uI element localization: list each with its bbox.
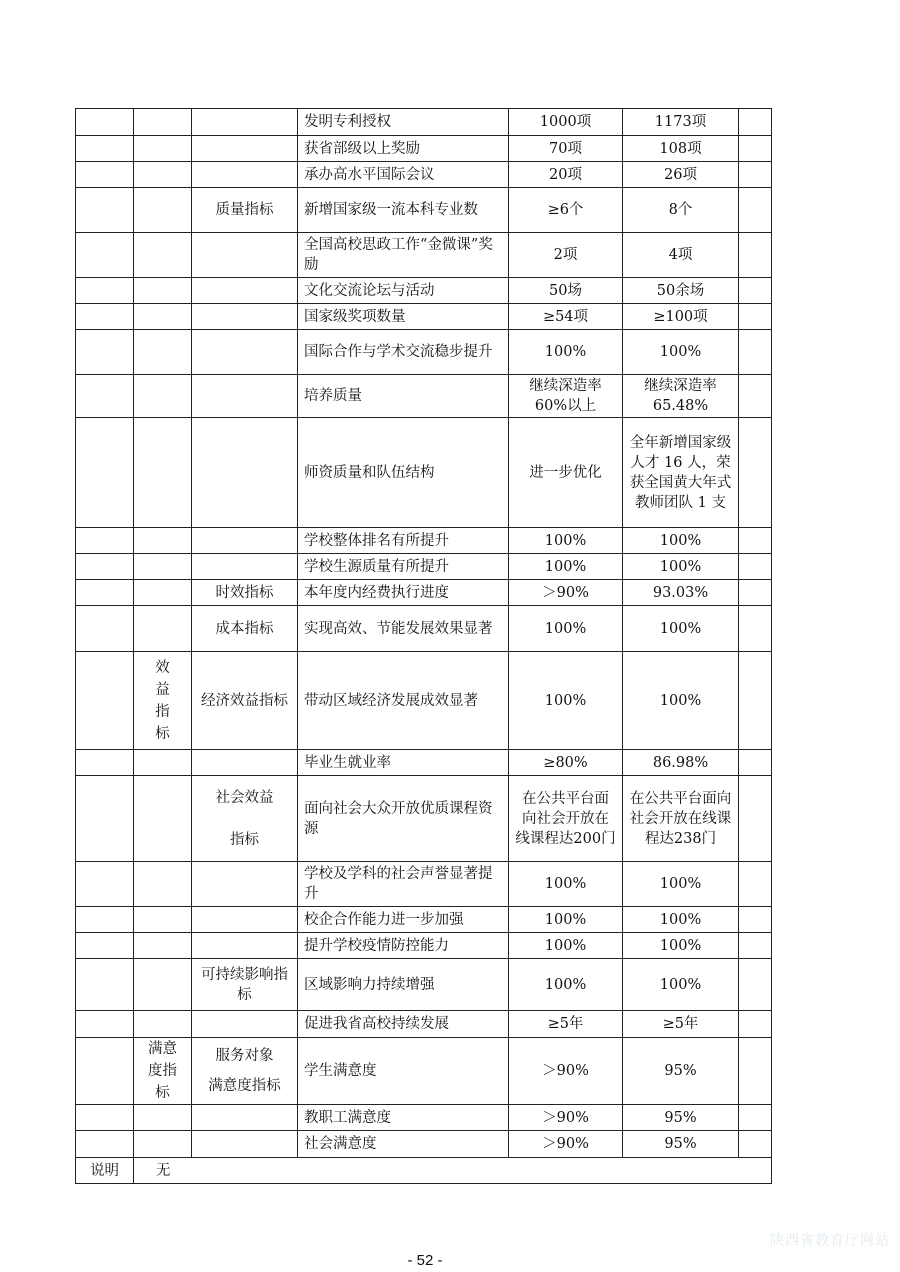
target-value: ≥80% [509, 750, 623, 776]
blank-cell [192, 375, 298, 418]
blank-cell [192, 933, 298, 959]
category-economic: 经济效益指标 [192, 652, 298, 750]
actual-value: 26项 [623, 162, 739, 188]
blank-cell [134, 528, 192, 554]
blank-cell [739, 375, 772, 418]
blank-cell [192, 162, 298, 188]
table-row [76, 188, 772, 233]
blank-cell [739, 304, 772, 330]
category-quality: 质量指标 [192, 188, 298, 233]
indicator-name: 获省部级以上奖励 [298, 136, 509, 162]
blank-cell [76, 580, 134, 606]
blank-cell [192, 330, 298, 375]
target-value: ＞90% [509, 1105, 623, 1131]
table-row [76, 776, 772, 862]
blank-cell [134, 606, 192, 652]
blank-cell [76, 188, 134, 233]
blank-cell [739, 233, 772, 278]
blank-cell [192, 907, 298, 933]
blank-cell [192, 554, 298, 580]
actual-value: 100% [623, 907, 739, 933]
blank-cell [76, 304, 134, 330]
blank-cell [76, 776, 134, 862]
table-row [76, 554, 772, 580]
blank-cell [739, 652, 772, 750]
target-value: 2项 [509, 233, 623, 278]
blank-cell [134, 959, 192, 1011]
actual-value: 93.03% [623, 580, 739, 606]
target-value: 100% [509, 652, 623, 750]
indicator-name: 师资质量和队伍结构 [298, 418, 509, 528]
blank-cell [192, 418, 298, 528]
category-line: 社会效益 [215, 789, 274, 806]
actual-value: 108项 [623, 136, 739, 162]
indicator-name: 国家级奖项数量 [298, 304, 509, 330]
indicator-name: 培养质量 [298, 375, 509, 418]
indicator-name: 促进我省高校持续发展 [298, 1011, 509, 1038]
blank-cell [76, 750, 134, 776]
blank-cell [739, 907, 772, 933]
blank-cell [76, 554, 134, 580]
indicator-name: 发明专利授权 [298, 109, 509, 136]
actual-value: 继续深造率65.48% [623, 375, 739, 418]
indicator-name: 本年度内经费执行进度 [298, 580, 509, 606]
blank-cell [76, 109, 134, 136]
category-line: 指标 [230, 831, 259, 848]
blank-cell [134, 188, 192, 233]
target-value: 1000项 [509, 109, 623, 136]
indicator-name: 学生满意度 [298, 1038, 509, 1105]
actual-value: 100% [623, 606, 739, 652]
actual-value: 在公共平台面向社会开放在线课程达238门 [623, 776, 739, 862]
indicator-name: 校企合作能力进一步加强 [298, 907, 509, 933]
table-row [76, 1038, 772, 1105]
target-value: ≥6个 [509, 188, 623, 233]
category-benefit [134, 652, 192, 750]
table-row [76, 580, 772, 606]
blank-cell [739, 606, 772, 652]
blank-cell [192, 1011, 298, 1038]
indicator-name: 毕业生就业率 [298, 750, 509, 776]
blank-cell [76, 1105, 134, 1131]
blank-cell [192, 1131, 298, 1158]
blank-cell [76, 862, 134, 907]
actual-value: 100% [623, 554, 739, 580]
category-char: 指 [155, 703, 170, 720]
indicator-name: 全国高校思政工作“金微课”奖励 [298, 233, 509, 278]
blank-cell [192, 304, 298, 330]
target-value: 100% [509, 554, 623, 580]
blank-cell [76, 606, 134, 652]
blank-cell [134, 1105, 192, 1131]
actual-value: ≥5年 [623, 1011, 739, 1038]
blank-cell [739, 959, 772, 1011]
blank-cell [192, 278, 298, 304]
table-row [76, 304, 772, 330]
actual-value: 1173项 [623, 109, 739, 136]
actual-value: 4项 [623, 233, 739, 278]
category-sustainability: 可持续影响指标 [192, 959, 298, 1011]
table-row [76, 375, 772, 418]
blank-cell [76, 528, 134, 554]
category-char: 满意 [148, 1041, 177, 1057]
blank-cell [134, 1011, 192, 1038]
target-value: 70项 [509, 136, 623, 162]
note-label: 说明 [76, 1158, 134, 1184]
actual-value: 8个 [623, 188, 739, 233]
category-char: 标 [155, 725, 170, 742]
table-row [76, 1105, 772, 1131]
blank-cell [739, 554, 772, 580]
table-row [76, 162, 772, 188]
category-cost: 成本指标 [192, 606, 298, 652]
indicator-name: 教职工满意度 [298, 1105, 509, 1131]
target-value: 100% [509, 959, 623, 1011]
target-value: 100% [509, 606, 623, 652]
blank-cell [76, 933, 134, 959]
indicator-name: 实现高效、节能发展效果显著 [298, 606, 509, 652]
table-row [76, 528, 772, 554]
indicator-name: 学校生源质量有所提升 [298, 554, 509, 580]
table-row [76, 1131, 772, 1158]
blank-cell [134, 304, 192, 330]
blank-cell [739, 162, 772, 188]
blank-cell [739, 580, 772, 606]
indicator-name: 国际合作与学术交流稳步提升 [298, 330, 509, 375]
blank-cell [76, 418, 134, 528]
table-row [76, 933, 772, 959]
blank-cell [134, 418, 192, 528]
note-row [76, 1158, 772, 1184]
indicator-name: 新增国家级一流本科专业数 [298, 188, 509, 233]
indicator-name: 学校及学科的社会声誉显著提升 [298, 862, 509, 907]
blank-cell [134, 750, 192, 776]
blank-cell [134, 776, 192, 862]
blank-cell [76, 278, 134, 304]
table-row [76, 606, 772, 652]
performance-indicator-table [75, 108, 772, 1184]
blank-cell [192, 862, 298, 907]
table-row [76, 750, 772, 776]
table-row [76, 652, 772, 750]
target-value: 继续深造率60%以上 [509, 375, 623, 418]
table-row [76, 907, 772, 933]
table-row [76, 330, 772, 375]
blank-cell [76, 907, 134, 933]
table-row [76, 862, 772, 907]
blank-cell [739, 136, 772, 162]
blank-cell [76, 136, 134, 162]
blank-cell [739, 1038, 772, 1105]
category-char: 效 [155, 659, 170, 676]
blank-cell [739, 862, 772, 907]
blank-cell [134, 907, 192, 933]
category-char: 益 [155, 681, 170, 698]
blank-cell [739, 278, 772, 304]
indicator-name: 带动区域经济发展成效显著 [298, 652, 509, 750]
actual-value: 100% [623, 933, 739, 959]
target-value: ≥54项 [509, 304, 623, 330]
blank-cell [739, 188, 772, 233]
watermark: 陕西省教育厅网站 [770, 1233, 890, 1249]
blank-cell [739, 418, 772, 528]
actual-value: 全年新增国家级人才 16 人，荣获全国黄大年式教师团队 1 支 [623, 418, 739, 528]
category-service-satisfaction [192, 1038, 298, 1105]
note-value: 无 [134, 1158, 772, 1184]
actual-value: 100% [623, 330, 739, 375]
indicator-name: 社会满意度 [298, 1131, 509, 1158]
table-row [76, 278, 772, 304]
actual-value: 95% [623, 1131, 739, 1158]
blank-cell [134, 136, 192, 162]
table-row [76, 1011, 772, 1038]
blank-cell [739, 933, 772, 959]
indicator-name: 学校整体排名有所提升 [298, 528, 509, 554]
blank-cell [192, 233, 298, 278]
blank-cell [192, 136, 298, 162]
table-row [76, 109, 772, 136]
blank-cell [134, 375, 192, 418]
target-value: 在公共平台面向社会开放在线课程达200门 [509, 776, 623, 862]
blank-cell [76, 1038, 134, 1105]
table-row [76, 233, 772, 278]
blank-cell [76, 162, 134, 188]
blank-cell [134, 1131, 192, 1158]
indicator-name: 区域影响力持续增强 [298, 959, 509, 1011]
table-row [76, 418, 772, 528]
actual-value: 100% [623, 652, 739, 750]
blank-cell [739, 528, 772, 554]
target-value: 进一步优化 [509, 418, 623, 528]
actual-value: 50余场 [623, 278, 739, 304]
blank-cell [739, 750, 772, 776]
actual-value: 95% [623, 1105, 739, 1131]
blank-cell [739, 1131, 772, 1158]
indicator-name: 承办高水平国际会议 [298, 162, 509, 188]
blank-cell [739, 1105, 772, 1131]
indicator-name: 文化交流论坛与活动 [298, 278, 509, 304]
indicator-name: 面向社会大众开放优质课程资源 [298, 776, 509, 862]
indicator-name: 提升学校疫情防控能力 [298, 933, 509, 959]
blank-cell [76, 1011, 134, 1038]
actual-value: 100% [623, 528, 739, 554]
blank-cell [134, 109, 192, 136]
page-number: - 52 - [407, 1252, 443, 1269]
table-row [76, 136, 772, 162]
target-value: 100% [509, 933, 623, 959]
blank-cell [76, 233, 134, 278]
blank-cell [192, 750, 298, 776]
actual-value: 86.98% [623, 750, 739, 776]
actual-value: 100% [623, 959, 739, 1011]
table-row [76, 959, 772, 1011]
blank-cell [739, 1011, 772, 1038]
category-line: 服务对象 [215, 1048, 274, 1064]
category-timeliness: 时效指标 [192, 580, 298, 606]
blank-cell [134, 233, 192, 278]
category-char: 标 [155, 1085, 170, 1101]
blank-cell [739, 109, 772, 136]
blank-cell [739, 330, 772, 375]
actual-value: ≥100项 [623, 304, 739, 330]
blank-cell [134, 554, 192, 580]
blank-cell [134, 862, 192, 907]
target-value: 100% [509, 528, 623, 554]
target-value: ＞90% [509, 580, 623, 606]
actual-value: 95% [623, 1038, 739, 1105]
target-value: ≥5年 [509, 1011, 623, 1038]
blank-cell [134, 330, 192, 375]
blank-cell [76, 959, 134, 1011]
blank-cell [192, 109, 298, 136]
blank-cell [134, 278, 192, 304]
target-value: 100% [509, 862, 623, 907]
actual-value: 100% [623, 862, 739, 907]
blank-cell [134, 580, 192, 606]
blank-cell [76, 375, 134, 418]
blank-cell [192, 528, 298, 554]
category-char: 度指 [148, 1063, 177, 1079]
blank-cell [739, 776, 772, 862]
category-satisfaction [134, 1038, 192, 1105]
category-social [192, 776, 298, 862]
blank-cell [134, 162, 192, 188]
blank-cell [134, 933, 192, 959]
category-line: 满意度指标 [208, 1078, 281, 1094]
blank-cell [76, 330, 134, 375]
blank-cell [76, 652, 134, 750]
target-value: ＞90% [509, 1131, 623, 1158]
blank-cell [76, 1131, 134, 1158]
target-value: 100% [509, 907, 623, 933]
target-value: 50场 [509, 278, 623, 304]
target-value: 20项 [509, 162, 623, 188]
target-value: ＞90% [509, 1038, 623, 1105]
blank-cell [192, 1105, 298, 1131]
target-value: 100% [509, 330, 623, 375]
